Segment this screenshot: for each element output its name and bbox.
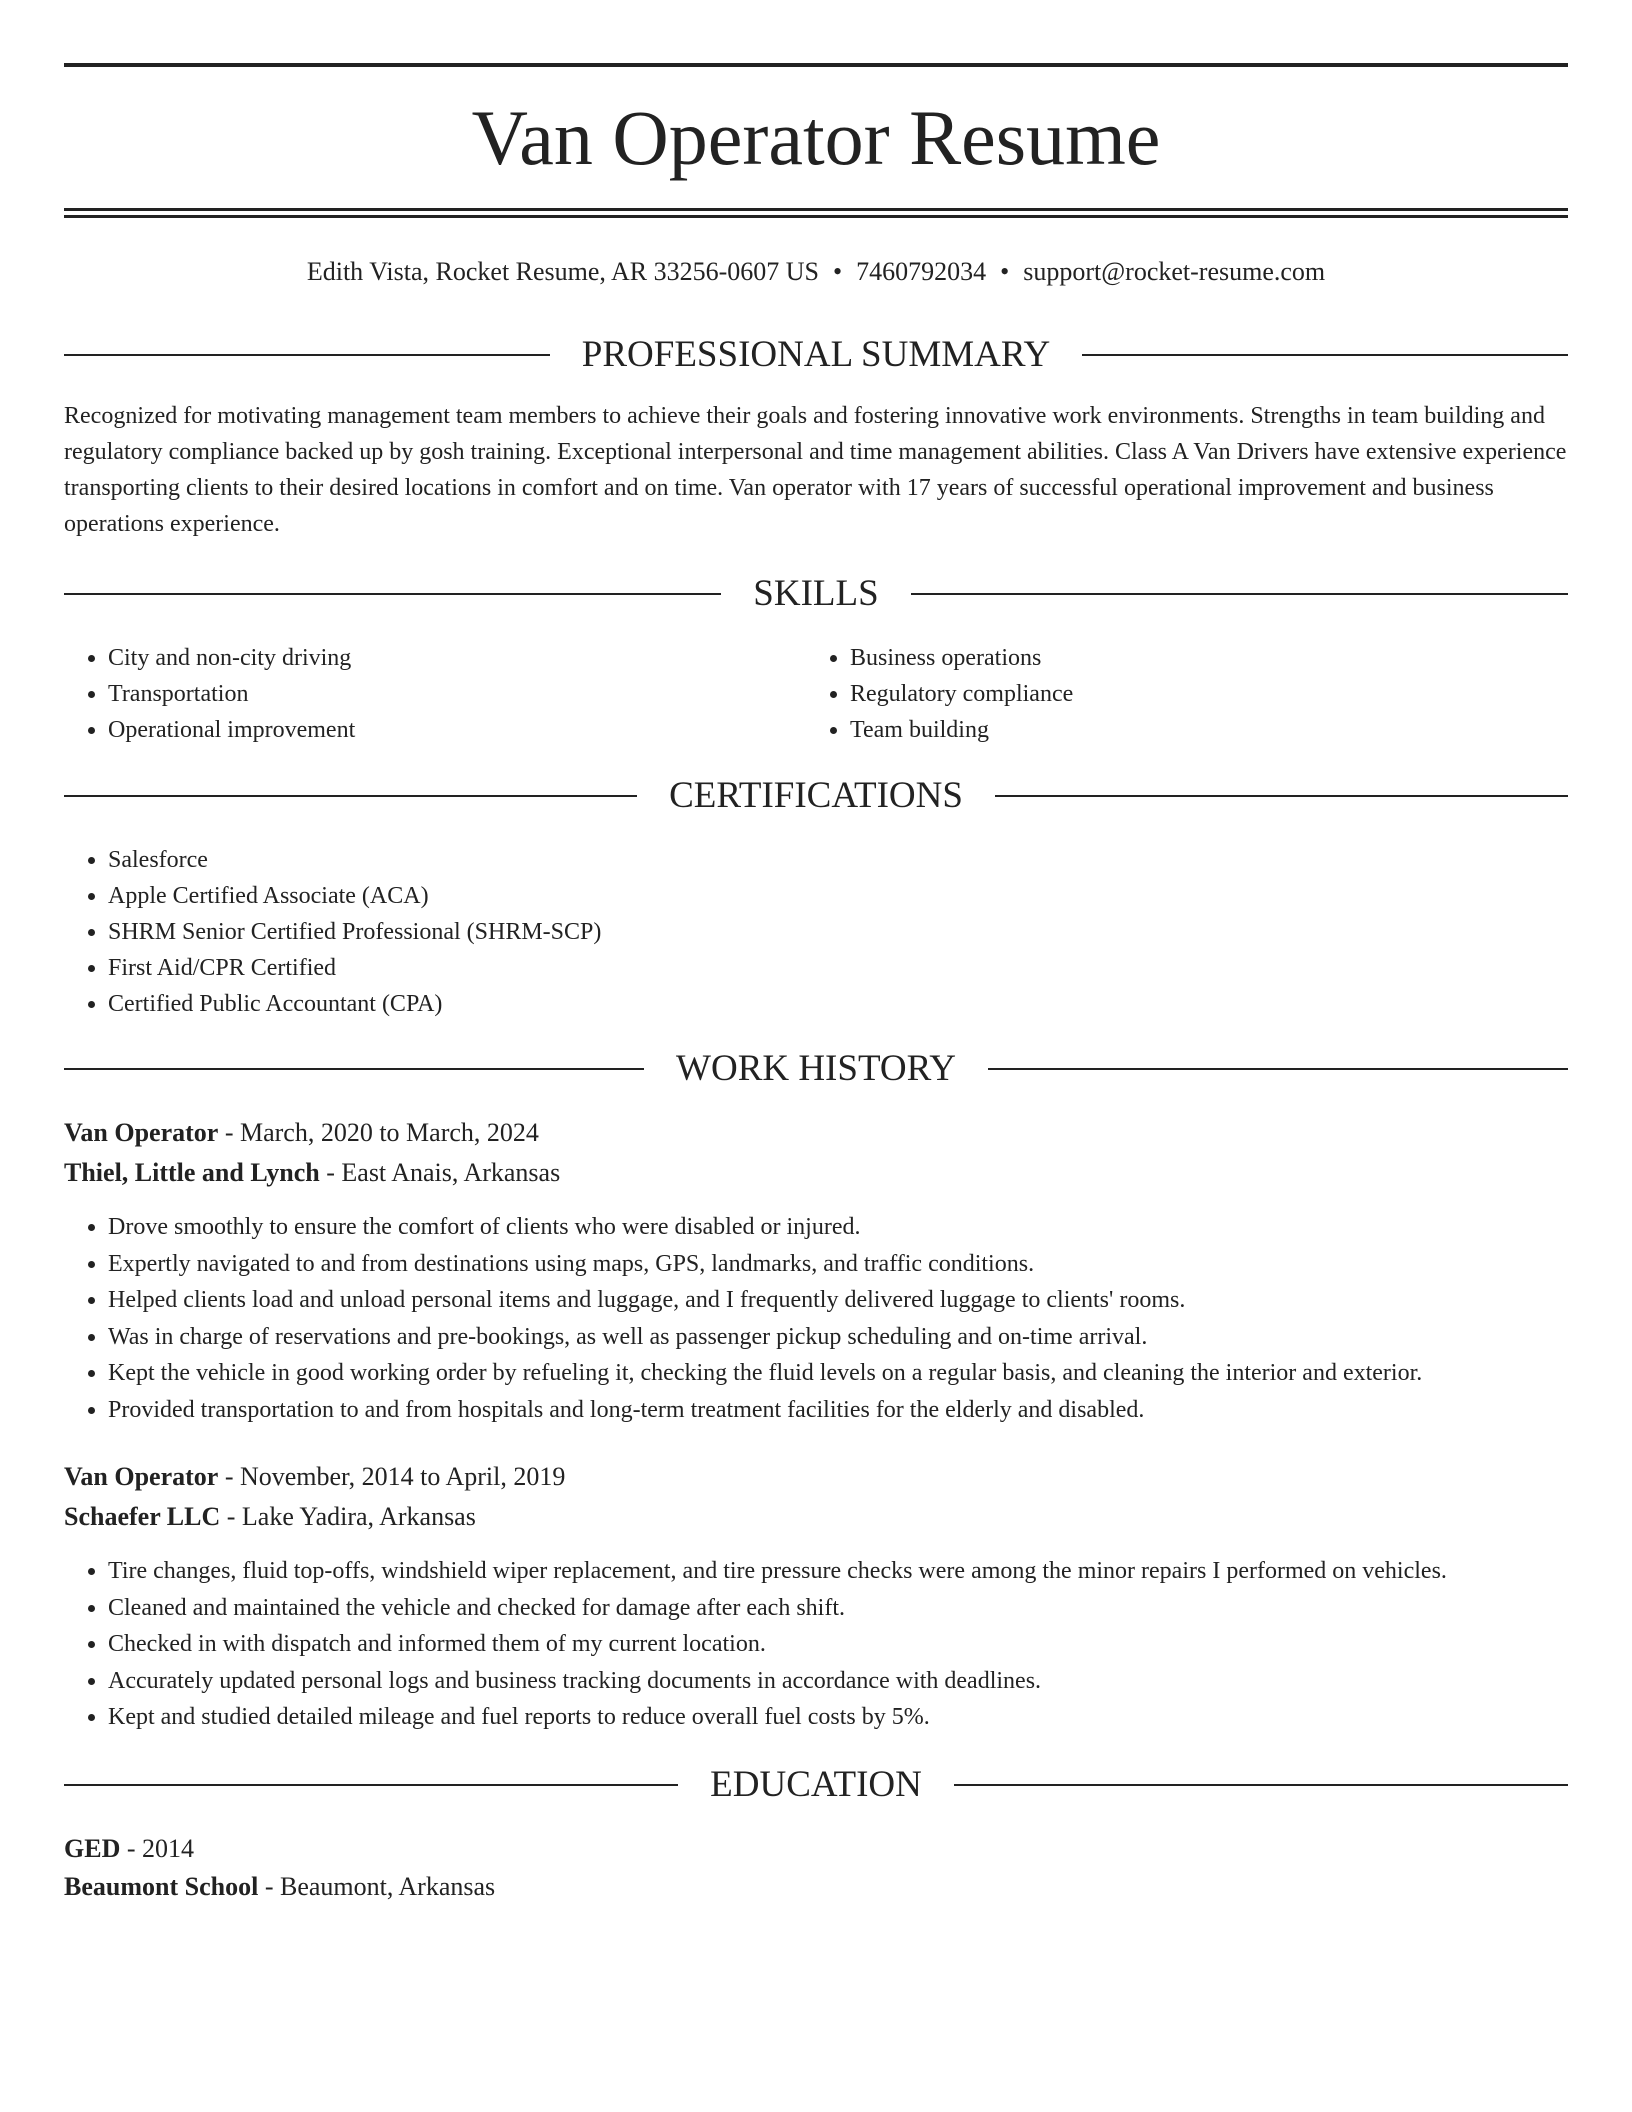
skills-column-left: [64, 640, 764, 748]
contact-phone: 7460792034: [856, 257, 987, 286]
job-duty-item: • Provided transportation to and from hospitals and long-term treatment facilities for the elderly and disabled.: [108, 1392, 1568, 1429]
job-title-line: [64, 1459, 565, 1495]
heading-rule: [64, 593, 721, 595]
title-double-rule: [64, 208, 1568, 218]
skills-heading-label: SKILLS: [753, 573, 879, 614]
job-location: - East Anais, Arkansas: [319, 1158, 561, 1187]
certification-item: • Salesforce: [108, 842, 1464, 878]
skill-item: • Regulatory compliance: [850, 676, 1506, 712]
heading-rule: [988, 1068, 1568, 1070]
education-degree: GED: [64, 1834, 121, 1863]
contact-line: [64, 255, 1568, 289]
job-title-line: [64, 1115, 539, 1151]
skill-item: • Business operations: [850, 640, 1506, 676]
education-school: Beaumont School: [64, 1872, 259, 1901]
job-location: - Lake Yadira, Arkansas: [220, 1502, 476, 1531]
education-location: - Beaumont, Arkansas: [258, 1872, 496, 1901]
job-title: Van Operator: [64, 1462, 219, 1491]
education-heading-label: EDUCATION: [710, 1764, 922, 1805]
job-title: Van Operator: [64, 1118, 219, 1147]
education-heading: [64, 1763, 1568, 1807]
certification-item: • Apple Certified Associate (ACA): [108, 878, 1464, 914]
job-company: Schaefer LLC: [64, 1502, 221, 1531]
job-duties-list: [64, 1553, 1568, 1736]
heading-rule: [995, 795, 1568, 797]
heading-rule: [1082, 354, 1568, 356]
job-company: Thiel, Little and Lynch: [64, 1158, 320, 1187]
job-duties-list: [64, 1209, 1568, 1428]
job-duty-item: • Tire changes, fluid top-offs, windshield wiper replacement, and tire pressure checks were among the minor repairs I performed on vehicles.: [108, 1553, 1568, 1590]
heading-rule: [64, 354, 550, 356]
certification-item: • First Aid/CPR Certified: [108, 950, 1464, 986]
contact-separator: •: [1000, 257, 1010, 286]
job-duty-item: • Drove smoothly to ensure the comfort of clients who were disabled or injured.: [108, 1209, 1568, 1246]
job-company-line: [64, 1499, 476, 1535]
heading-rule: [64, 1784, 678, 1786]
job-duty-item: • Expertly navigated to and from destinations using maps, GPS, landmarks, and traffic conditions.: [108, 1246, 1568, 1283]
heading-rule: [64, 1068, 644, 1070]
job-duty-item: • Helped clients load and unload personal items and luggage, and I frequently delivered luggage to clients' rooms.: [108, 1282, 1568, 1319]
skill-item: • Transportation: [108, 676, 764, 712]
job-duty-item: • Kept the vehicle in good working order by refueling it, checking the fluid levels on a regular basis, and cleaning the interior and exterior.: [108, 1355, 1568, 1392]
skill-item: • City and non-city driving: [108, 640, 764, 676]
job-duty-item: • Checked in with dispatch and informed them of my current location.: [108, 1626, 1568, 1663]
certifications-heading: [64, 774, 1568, 818]
job-duty-item: • Cleaned and maintained the vehicle and checked for damage after each shift.: [108, 1590, 1568, 1627]
skill-item: • Team building: [850, 712, 1506, 748]
skills-heading: [64, 572, 1568, 616]
job-duty-item: • Was in charge of reservations and pre-bookings, as well as passenger pickup scheduling and on-time arrival.: [108, 1319, 1568, 1356]
heading-rule: [64, 795, 637, 797]
heading-rule: [911, 593, 1568, 595]
contact-email: support@rocket-resume.com: [1023, 257, 1326, 286]
work-history-heading-label: WORK HISTORY: [676, 1048, 956, 1089]
summary-text: Recognized for motivating management team members to achieve their goals and fostering innovative work environments. Strengths in team building and regulatory compliance backed up by gosh training. Exceptional interpersonal and time management abilities. Class A Van Drivers have extensive experience transporting clients to their desired locations in comfort and on time. Van operator with 17 years of successful operational improvement and business operations experience.: [64, 403, 1567, 537]
certifications-list: [64, 842, 1464, 1022]
summary-heading-label: PROFESSIONAL SUMMARY: [581, 334, 1051, 375]
skill-item: • Operational improvement: [108, 712, 764, 748]
work-history-heading: [64, 1047, 1568, 1091]
certification-item: • SHRM Senior Certified Professional (SHRM-SCP): [108, 914, 1464, 950]
job-dates: - March, 2020 to March, 2024: [218, 1118, 539, 1147]
certification-item: • Certified Public Accountant (CPA): [108, 986, 1464, 1022]
education-degree-line: [64, 1831, 194, 1867]
certifications-heading-label: CERTIFICATIONS: [669, 775, 963, 816]
resume-title: Van Operator Resume: [471, 94, 1161, 181]
job-duty-item: • Kept and studied detailed mileage and fuel reports to reduce overall fuel costs by 5%.: [108, 1699, 1568, 1736]
education-year: - 2014: [120, 1834, 195, 1863]
education-school-line: [64, 1869, 495, 1905]
job-dates: - November, 2014 to April, 2019: [218, 1462, 566, 1491]
contact-separator: •: [833, 257, 843, 286]
job-duty-item: • Accurately updated personal logs and business tracking documents in accordance with deadlines.: [108, 1663, 1568, 1700]
job-company-line: [64, 1155, 560, 1191]
summary-heading: [64, 333, 1568, 377]
contact-address: Edith Vista, Rocket Resume, AR 33256-0607 US: [306, 257, 820, 286]
heading-rule: [954, 1784, 1568, 1786]
skills-column-right: [806, 640, 1506, 748]
top-rule: [64, 63, 1568, 67]
